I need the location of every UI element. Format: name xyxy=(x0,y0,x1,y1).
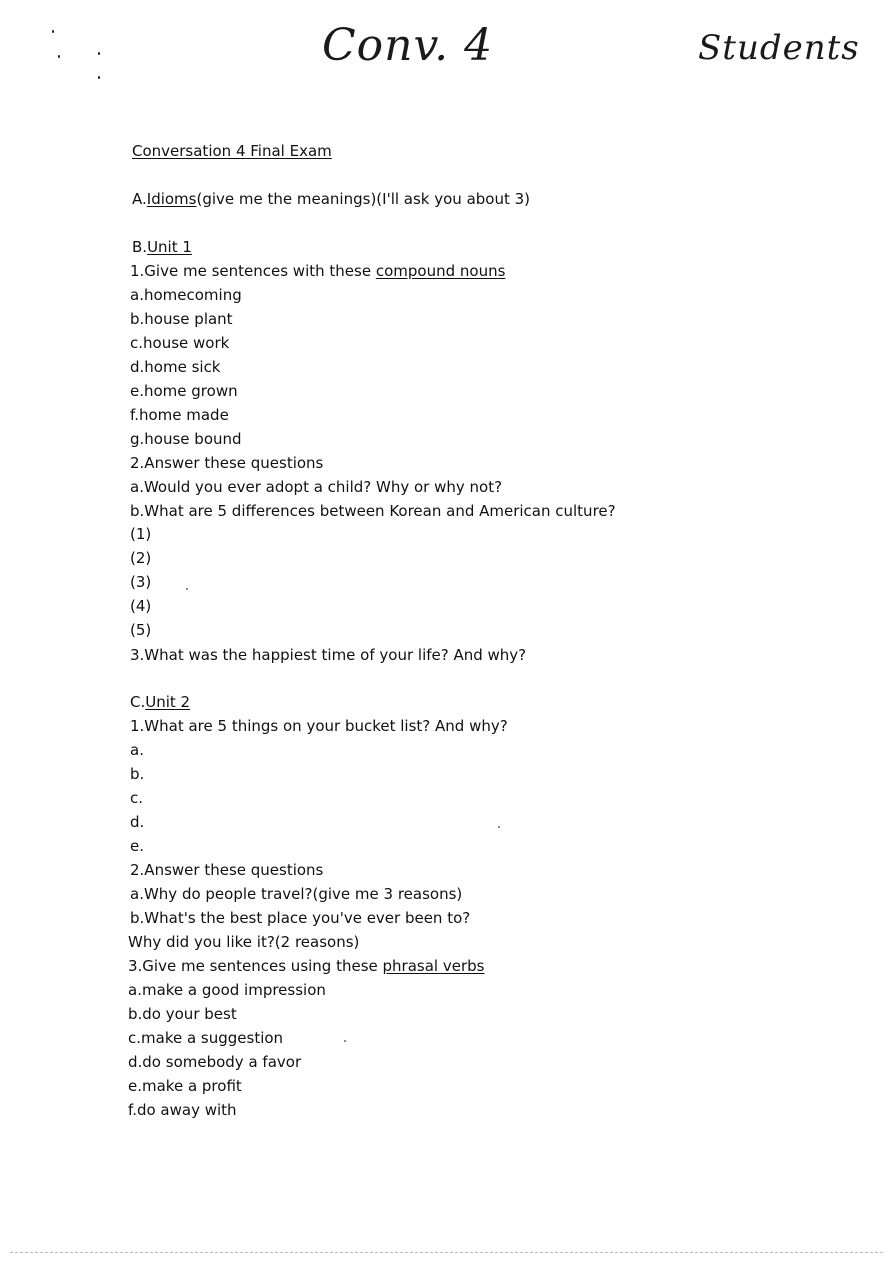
answer-blank: e. xyxy=(130,837,144,855)
handwritten-note: Students xyxy=(698,28,860,68)
section-a xyxy=(132,190,530,208)
section-c-q2-a: a.Why do people travel?(give me 3 reasons) xyxy=(130,885,463,903)
section-b-q2: 2.Answer these questions xyxy=(130,454,324,472)
list-item: c.make a suggestion xyxy=(128,1029,284,1047)
answer-blank: (1) xyxy=(130,525,152,543)
list-item: e.make a profit xyxy=(128,1077,242,1095)
answer-blank: (3) xyxy=(130,573,152,591)
answer-blank: (5) xyxy=(130,621,152,639)
section-c-q2-b-continued: Why did you like it?(2 reasons) xyxy=(128,933,360,951)
scan-dot xyxy=(498,826,500,828)
list-item: d.do somebody a favor xyxy=(128,1053,302,1071)
list-item: b.house plant xyxy=(130,310,233,328)
section-b-q3: 3.What was the happiest time of your life? And why? xyxy=(130,646,527,664)
section-c-q3-underlined: phrasal verbs xyxy=(382,957,485,975)
section-a-prefix: A. xyxy=(132,190,147,208)
section-b-q1-underlined: compound nouns xyxy=(375,262,506,280)
scan-speck xyxy=(98,52,100,55)
answer-blank: a. xyxy=(130,741,144,759)
answer-blank: d. xyxy=(130,813,145,831)
list-item: d.home sick xyxy=(130,358,221,376)
list-item: f.do away with xyxy=(128,1101,237,1119)
section-b-q1-text: 1.Give me sentences with these xyxy=(130,262,376,280)
answer-blank: c. xyxy=(130,789,144,807)
section-c-q2: 2.Answer these questions xyxy=(130,861,324,879)
list-item: c.house work xyxy=(130,334,230,352)
section-b-q1 xyxy=(130,262,505,280)
exam-title: Conversation 4 Final Exam xyxy=(132,142,332,160)
section-c-title: Unit 2 xyxy=(145,693,191,711)
scan-dot xyxy=(344,1040,346,1042)
section-b-heading xyxy=(132,238,192,256)
list-item: f.home made xyxy=(130,406,229,424)
list-item: b.do your best xyxy=(128,1005,237,1023)
list-item: e.home grown xyxy=(130,382,238,400)
section-c-q3 xyxy=(128,957,484,975)
section-c-prefix: C. xyxy=(130,693,146,711)
answer-blank: (4) xyxy=(130,597,152,615)
scan-speck xyxy=(98,76,100,79)
section-a-heading: Idioms xyxy=(146,190,197,208)
handwritten-title: Conv. 4 xyxy=(322,20,494,71)
scan-dot xyxy=(186,588,188,590)
section-c-q3-text: 3.Give me sentences using these xyxy=(128,957,383,975)
list-item: a.homecoming xyxy=(130,286,242,304)
list-item: a.make a good impression xyxy=(128,981,326,999)
list-item: g.house bound xyxy=(130,430,242,448)
section-c-heading xyxy=(130,693,190,711)
section-c-q2-b: b.What's the best place you've ever been to? xyxy=(130,909,471,927)
answer-blank: (2) xyxy=(130,549,152,567)
section-b-title: Unit 1 xyxy=(147,238,192,256)
page-bottom-edge xyxy=(10,1252,883,1253)
section-c-q1: 1.What are 5 things on your bucket list? And why? xyxy=(130,717,508,735)
answer-blank: b. xyxy=(130,765,145,783)
section-b-q2-a: a.Would you ever adopt a child? Why or why not? xyxy=(130,478,503,496)
scan-speck xyxy=(52,30,54,33)
section-b-q2-b: b.What are 5 differences between Korean and American culture? xyxy=(130,502,616,520)
section-a-instructions: (give me the meanings)(I'll ask you about 3) xyxy=(196,190,531,208)
section-b-prefix: B. xyxy=(132,238,148,256)
scan-speck xyxy=(58,55,60,58)
